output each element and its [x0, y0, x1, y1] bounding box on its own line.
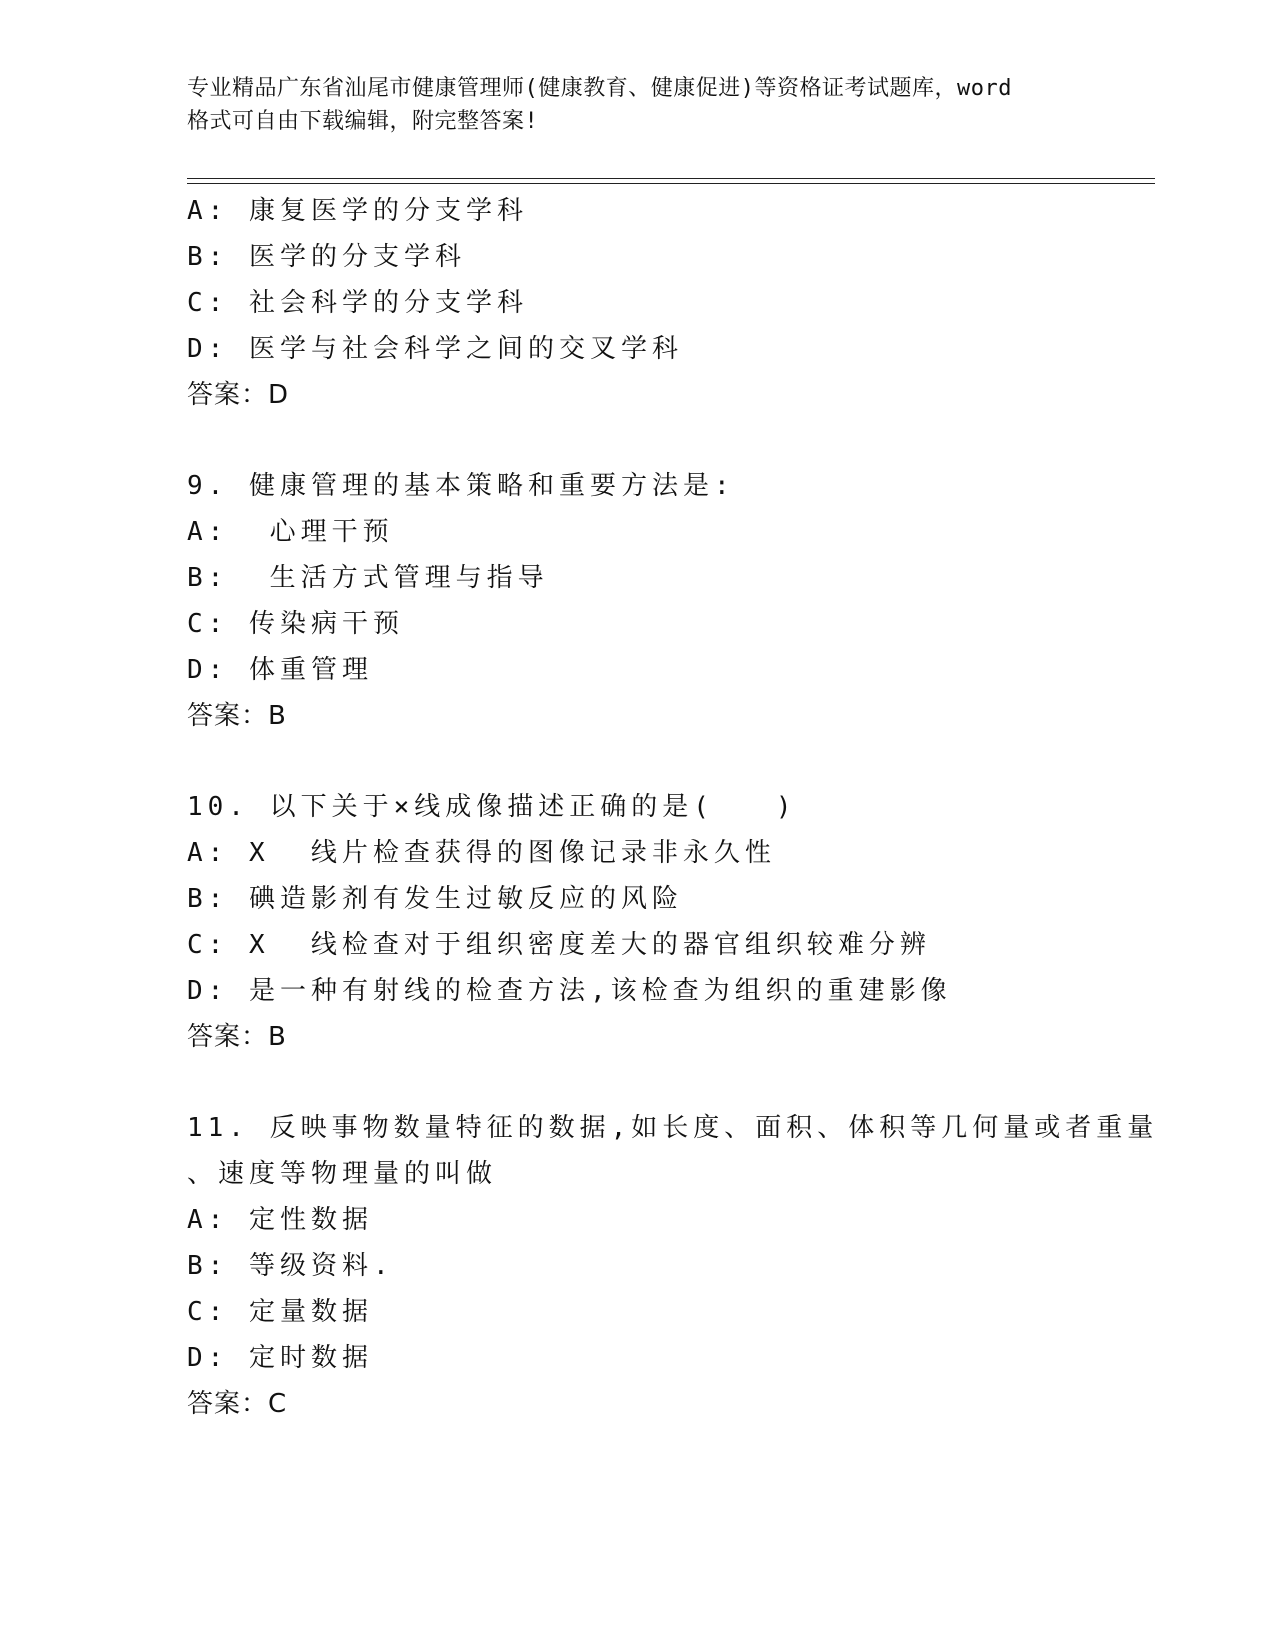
option-d: D: 定时数据: [187, 1343, 373, 1373]
option-c: C: 社会科学的分支学科: [187, 288, 528, 318]
option-b: B: 碘造影剂有发生过敏反应的风险: [187, 884, 683, 914]
option-c: C: X 线检查对于组织密度差大的器官组织较难分辨: [187, 930, 931, 960]
option-b: B: 等级资料.: [187, 1251, 394, 1281]
option-a: A: 康复医学的分支学科: [187, 196, 528, 226]
answer: 答案：D: [187, 380, 290, 410]
header-divider-top: [187, 178, 1155, 179]
option-c: C: 定量数据: [187, 1297, 373, 1327]
option-a: A: 定性数据: [187, 1205, 373, 1235]
option-a: A: 心理干预: [187, 517, 394, 547]
question-text: 9. 健康管理的基本策略和重要方法是:: [187, 471, 735, 501]
question-9-block: [187, 463, 1167, 739]
question-text-line-1: 11. 反映事物数量特征的数据,如长度、面积、体积等几何量或者重量: [187, 1113, 1159, 1143]
option-d: D: 体重管理: [187, 655, 373, 685]
header-line-2: 格式可自由下载编辑，附完整答案!: [187, 109, 539, 134]
spacer: [187, 739, 1167, 784]
spacer: [187, 418, 1167, 463]
option-b: B: 医学的分支学科: [187, 242, 466, 272]
header-line-1: 专业精品广东省汕尾市健康管理师(健康教育、健康促进)等资格证考试题库，word: [187, 76, 1012, 101]
spacer: [187, 1060, 1167, 1105]
document-body: [187, 188, 1167, 1427]
answer: 答案：B: [187, 701, 287, 731]
question-text-line-2: 、速度等物理量的叫做: [187, 1159, 498, 1189]
question-text: 10. 以下关于×线成像描述正确的是( ): [187, 792, 797, 822]
question-11-block: [187, 1105, 1167, 1427]
option-c: C: 传染病干预: [187, 609, 404, 639]
option-a: A: X 线片检查获得的图像记录非永久性: [187, 838, 776, 868]
option-d: D: 医学与社会科学之间的交叉学科: [187, 334, 683, 364]
document-header: [187, 72, 1087, 138]
option-d: D: 是一种有射线的检查方法,该检查为组织的重建影像: [187, 976, 952, 1006]
answer: 答案：C: [187, 1389, 288, 1419]
header-divider-bottom: [187, 183, 1155, 184]
question-8-block: [187, 188, 1167, 418]
question-10-block: [187, 784, 1167, 1060]
answer: 答案：B: [187, 1022, 287, 1052]
option-b: B: 生活方式管理与指导: [187, 563, 549, 593]
